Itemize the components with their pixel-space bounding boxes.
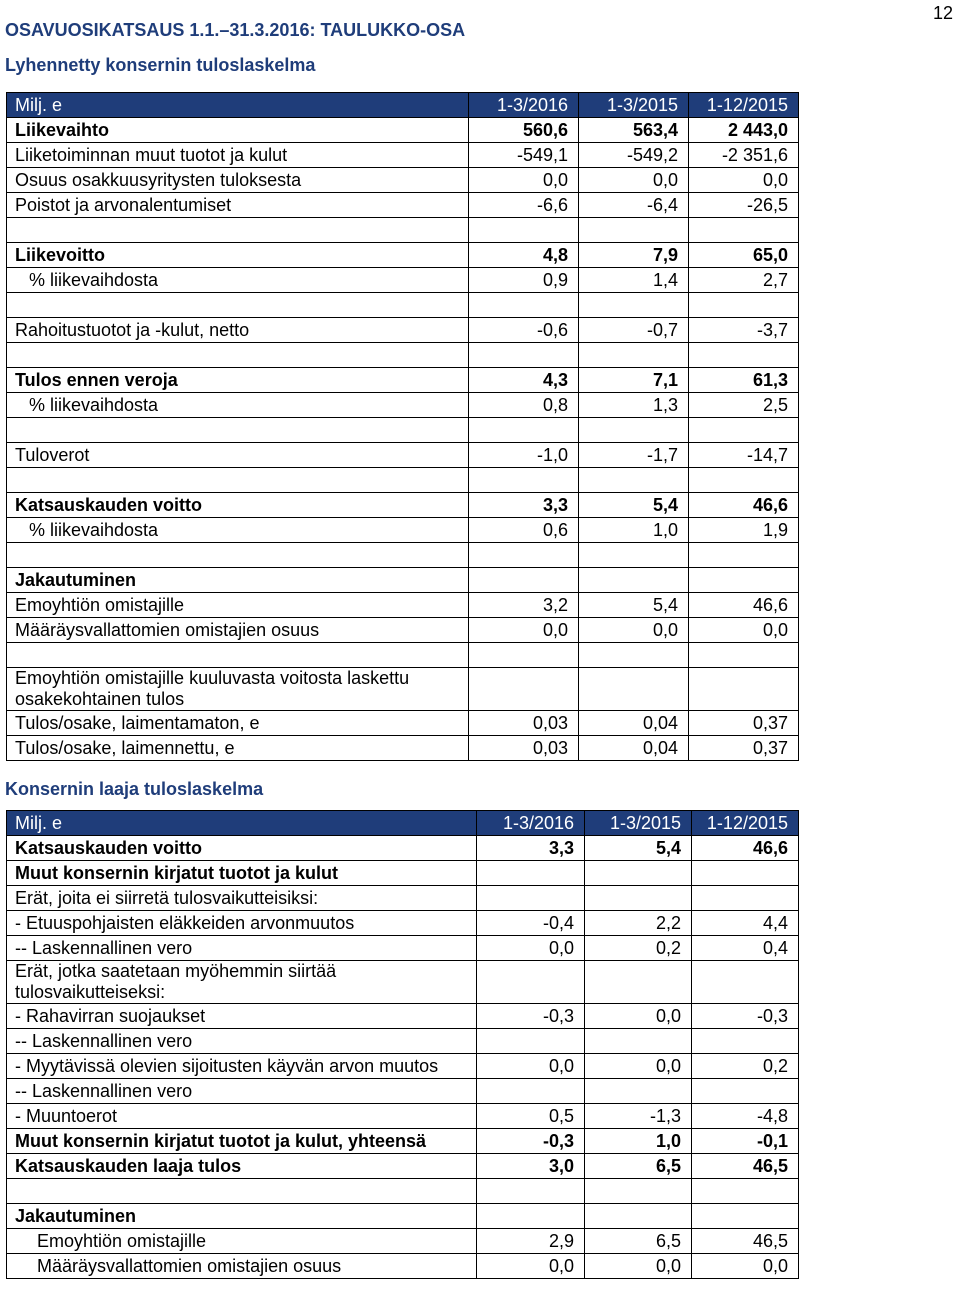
table-row — [7, 168, 799, 193]
row-label — [7, 468, 469, 493]
value-cell — [477, 1079, 585, 1104]
value-cell: -1,7 — [579, 443, 689, 468]
value-cell — [689, 643, 799, 668]
value-cell — [579, 293, 689, 318]
income-statement-title: Lyhennetty konsernin tuloslaskelma — [5, 55, 316, 75]
table-row — [7, 836, 799, 861]
value-cell — [579, 643, 689, 668]
table-row — [7, 393, 799, 418]
header-period-cell: 1-3/2015 — [579, 93, 689, 118]
value-cell: 5,4 — [579, 593, 689, 618]
spacer-row — [7, 343, 799, 368]
table-row — [7, 518, 799, 543]
table-row — [7, 568, 799, 593]
row-label: Tulos ennen veroja — [7, 368, 469, 393]
row-label: Osuus osakkuusyritysten tuloksesta — [7, 168, 469, 193]
value-cell: 0,5 — [477, 1104, 585, 1129]
table-row — [7, 886, 799, 911]
value-cell: 1,0 — [585, 1129, 692, 1154]
row-label — [7, 218, 469, 243]
value-cell: 0,4 — [692, 936, 799, 961]
value-cell: 0,0 — [579, 618, 689, 643]
value-cell: -0,3 — [692, 1004, 799, 1029]
row-label: Liiketoiminnan muut tuotot ja kulut — [7, 143, 469, 168]
row-label: Emoyhtiön omistajille kuuluvasta voitosta laskettu osakekohtainen tulos — [7, 668, 469, 711]
table-row — [7, 711, 799, 736]
row-label: - Myytävissä olevien sijoitusten käyvän arvon muutos — [7, 1054, 477, 1079]
table-row — [7, 961, 799, 1004]
row-label: Poistot ja arvonalentumiset — [7, 193, 469, 218]
value-cell — [689, 418, 799, 443]
row-label: - Rahavirran suojaukset — [7, 1004, 477, 1029]
value-cell — [689, 668, 799, 711]
row-label: - Muuntoerot — [7, 1104, 477, 1129]
row-label: % liikevaihdosta — [7, 518, 469, 543]
value-cell: 3,0 — [477, 1154, 585, 1179]
row-label: Liikevaihto — [7, 118, 469, 143]
value-cell: 3,3 — [477, 836, 585, 861]
value-cell: -1,3 — [585, 1104, 692, 1129]
table-row — [7, 118, 799, 143]
spacer-row — [7, 293, 799, 318]
value-cell — [579, 418, 689, 443]
table-row — [7, 143, 799, 168]
row-label: % liikevaihdosta — [7, 268, 469, 293]
value-cell: 1,4 — [579, 268, 689, 293]
value-cell — [585, 886, 692, 911]
value-cell: 0,0 — [469, 168, 579, 193]
table-row — [7, 668, 799, 711]
value-cell: -26,5 — [689, 193, 799, 218]
comprehensive-income-title: Konsernin laaja tuloslaskelma — [5, 779, 264, 799]
header-period-cell: 1-3/2015 — [585, 811, 692, 836]
table-row — [7, 911, 799, 936]
value-cell: 563,4 — [579, 118, 689, 143]
value-cell: 65,0 — [689, 243, 799, 268]
row-label: % liikevaihdosta — [7, 393, 469, 418]
row-label: Jakautuminen — [7, 568, 469, 593]
header-period-cell: 1-12/2015 — [692, 811, 799, 836]
value-cell — [477, 886, 585, 911]
row-label: Tulos/osake, laimennettu, e — [7, 736, 469, 761]
value-cell — [692, 1179, 799, 1204]
value-cell — [469, 218, 579, 243]
row-label: Muut konsernin kirjatut tuotot ja kulut — [7, 861, 477, 886]
value-cell: -6,4 — [579, 193, 689, 218]
header-period-cell: 1-3/2016 — [469, 93, 579, 118]
comprehensive-income-table — [6, 810, 799, 1279]
value-cell: 2,7 — [689, 268, 799, 293]
spacer-row — [7, 468, 799, 493]
value-cell — [692, 1079, 799, 1104]
value-cell — [477, 1029, 585, 1054]
value-cell — [692, 861, 799, 886]
row-label — [7, 343, 469, 368]
value-cell: 0,6 — [469, 518, 579, 543]
row-label: Emoyhtiön omistajille — [7, 593, 469, 618]
value-cell: 0,37 — [689, 711, 799, 736]
value-cell: 0,0 — [477, 936, 585, 961]
table-row — [7, 593, 799, 618]
value-cell — [689, 568, 799, 593]
value-cell — [585, 1179, 692, 1204]
row-label — [7, 643, 469, 668]
value-cell — [689, 218, 799, 243]
row-label: Erät, jotka saatetaan myöhemmin siirtää tulosvaikutteiseksi: — [7, 961, 477, 1004]
value-cell: 5,4 — [585, 836, 692, 861]
value-cell: 0,8 — [469, 393, 579, 418]
table-row — [7, 1229, 799, 1254]
table-row — [7, 1004, 799, 1029]
value-cell — [469, 543, 579, 568]
value-cell: 1,0 — [579, 518, 689, 543]
table-row — [7, 1104, 799, 1129]
row-label — [7, 543, 469, 568]
value-cell: -0,7 — [579, 318, 689, 343]
value-cell: 560,6 — [469, 118, 579, 143]
value-cell: 0,0 — [689, 618, 799, 643]
value-cell: 0,0 — [585, 1254, 692, 1279]
value-cell — [579, 543, 689, 568]
table-row — [7, 736, 799, 761]
value-cell: -549,2 — [579, 143, 689, 168]
value-cell: -1,0 — [469, 443, 579, 468]
value-cell: -0,3 — [477, 1004, 585, 1029]
value-cell — [477, 861, 585, 886]
table-row — [7, 318, 799, 343]
value-cell — [585, 1029, 692, 1054]
value-cell — [579, 468, 689, 493]
value-cell — [579, 568, 689, 593]
value-cell: 3,2 — [469, 593, 579, 618]
income-statement-table — [6, 92, 799, 761]
value-cell — [469, 668, 579, 711]
value-cell: 3,3 — [469, 493, 579, 518]
row-label — [7, 1179, 477, 1204]
table-row — [7, 1054, 799, 1079]
row-label: Erät, joita ei siirretä tulosvaikutteisiksi: — [7, 886, 477, 911]
value-cell: 2,9 — [477, 1229, 585, 1254]
value-cell: 0,2 — [585, 936, 692, 961]
row-label: Tulos/osake, laimentamaton, e — [7, 711, 469, 736]
value-cell: 0,0 — [579, 168, 689, 193]
value-cell: 6,5 — [585, 1229, 692, 1254]
row-label: Jakautuminen — [7, 1204, 477, 1229]
value-cell — [689, 543, 799, 568]
header-unit-cell: Milj. e — [7, 93, 469, 118]
row-label: Liikevoitto — [7, 243, 469, 268]
value-cell: 0,0 — [585, 1054, 692, 1079]
table-row — [7, 368, 799, 393]
table-row — [7, 618, 799, 643]
table-header-row — [7, 811, 799, 836]
value-cell: 46,6 — [692, 836, 799, 861]
table-header-row — [7, 93, 799, 118]
row-label: Katsauskauden voitto — [7, 493, 469, 518]
row-label: -- Laskennallinen vero — [7, 1029, 477, 1054]
value-cell: 7,1 — [579, 368, 689, 393]
value-cell: 46,5 — [692, 1154, 799, 1179]
value-cell: -4,8 — [692, 1104, 799, 1129]
value-cell: -0,4 — [477, 911, 585, 936]
value-cell — [689, 293, 799, 318]
value-cell — [469, 468, 579, 493]
value-cell: 2,5 — [689, 393, 799, 418]
value-cell: 0,37 — [689, 736, 799, 761]
header-period-cell: 1-3/2016 — [477, 811, 585, 836]
value-cell: 46,6 — [689, 593, 799, 618]
row-label: Katsauskauden laaja tulos — [7, 1154, 477, 1179]
row-label: - Etuuspohjaisten eläkkeiden arvonmuutos — [7, 911, 477, 936]
table-row — [7, 861, 799, 886]
value-cell: 4,4 — [692, 911, 799, 936]
table-row — [7, 1154, 799, 1179]
value-cell — [469, 343, 579, 368]
value-cell: -3,7 — [689, 318, 799, 343]
value-cell: 0,0 — [689, 168, 799, 193]
header-period-cell: 1-12/2015 — [689, 93, 799, 118]
value-cell — [579, 218, 689, 243]
value-cell: 46,6 — [689, 493, 799, 518]
value-cell: 0,0 — [477, 1254, 585, 1279]
value-cell: -549,1 — [469, 143, 579, 168]
value-cell — [579, 343, 689, 368]
value-cell — [692, 1029, 799, 1054]
value-cell: 1,3 — [579, 393, 689, 418]
table-row — [7, 1204, 799, 1229]
value-cell: 61,3 — [689, 368, 799, 393]
value-cell — [477, 1204, 585, 1229]
value-cell — [579, 668, 689, 711]
value-cell: 0,0 — [692, 1254, 799, 1279]
row-label — [7, 418, 469, 443]
value-cell: -6,6 — [469, 193, 579, 218]
value-cell: 0,0 — [469, 618, 579, 643]
value-cell — [477, 961, 585, 1004]
value-cell — [585, 961, 692, 1004]
value-cell — [585, 1079, 692, 1104]
value-cell: 0,0 — [585, 1004, 692, 1029]
row-label: -- Laskennallinen vero — [7, 936, 477, 961]
value-cell: 2,2 — [585, 911, 692, 936]
row-label: Määräysvallattomien omistajien osuus — [7, 618, 469, 643]
value-cell: 0,0 — [477, 1054, 585, 1079]
document-title: OSAVUOSIKATSAUS 1.1.–31.3.2016: TAULUKKO-OSA — [5, 20, 466, 40]
value-cell — [585, 1204, 692, 1229]
table-row — [7, 493, 799, 518]
spacer-row — [7, 418, 799, 443]
row-label: -- Laskennallinen vero — [7, 1079, 477, 1104]
value-cell: 46,5 — [692, 1229, 799, 1254]
table-row — [7, 243, 799, 268]
table-row — [7, 1129, 799, 1154]
table-row — [7, 1029, 799, 1054]
value-cell: 6,5 — [585, 1154, 692, 1179]
value-cell — [689, 343, 799, 368]
value-cell: 0,03 — [469, 711, 579, 736]
row-label: Tuloverot — [7, 443, 469, 468]
table-row — [7, 936, 799, 961]
value-cell — [692, 1204, 799, 1229]
spacer-row — [7, 1179, 799, 1204]
row-label: Katsauskauden voitto — [7, 836, 477, 861]
value-cell — [692, 886, 799, 911]
value-cell: -2 351,6 — [689, 143, 799, 168]
row-label: Määräysvallattomien omistajien osuus — [7, 1254, 477, 1279]
row-label: Rahoitustuotot ja -kulut, netto — [7, 318, 469, 343]
table-row — [7, 443, 799, 468]
value-cell: -0,1 — [692, 1129, 799, 1154]
spacer-row — [7, 543, 799, 568]
value-cell: 4,3 — [469, 368, 579, 393]
page-number: 12 — [932, 3, 953, 23]
header-unit-cell: Milj. e — [7, 811, 477, 836]
value-cell — [689, 468, 799, 493]
value-cell: 0,9 — [469, 268, 579, 293]
value-cell — [469, 643, 579, 668]
value-cell: 4,8 — [469, 243, 579, 268]
value-cell: 0,2 — [692, 1054, 799, 1079]
value-cell — [469, 293, 579, 318]
value-cell — [469, 418, 579, 443]
table-row — [7, 193, 799, 218]
row-label: Muut konsernin kirjatut tuotot ja kulut, yhteensä — [7, 1129, 477, 1154]
value-cell: 1,9 — [689, 518, 799, 543]
row-label: Emoyhtiön omistajille — [7, 1229, 477, 1254]
value-cell: 7,9 — [579, 243, 689, 268]
value-cell: -14,7 — [689, 443, 799, 468]
spacer-row — [7, 643, 799, 668]
value-cell: 0,04 — [579, 711, 689, 736]
value-cell: 0,04 — [579, 736, 689, 761]
value-cell: 5,4 — [579, 493, 689, 518]
table-row — [7, 268, 799, 293]
value-cell: 2 443,0 — [689, 118, 799, 143]
value-cell: -0,6 — [469, 318, 579, 343]
table-row — [7, 1254, 799, 1279]
value-cell: 0,03 — [469, 736, 579, 761]
spacer-row — [7, 218, 799, 243]
value-cell — [469, 568, 579, 593]
value-cell — [477, 1179, 585, 1204]
value-cell — [585, 861, 692, 886]
table-row — [7, 1079, 799, 1104]
row-label — [7, 293, 469, 318]
value-cell — [692, 961, 799, 1004]
value-cell: -0,3 — [477, 1129, 585, 1154]
